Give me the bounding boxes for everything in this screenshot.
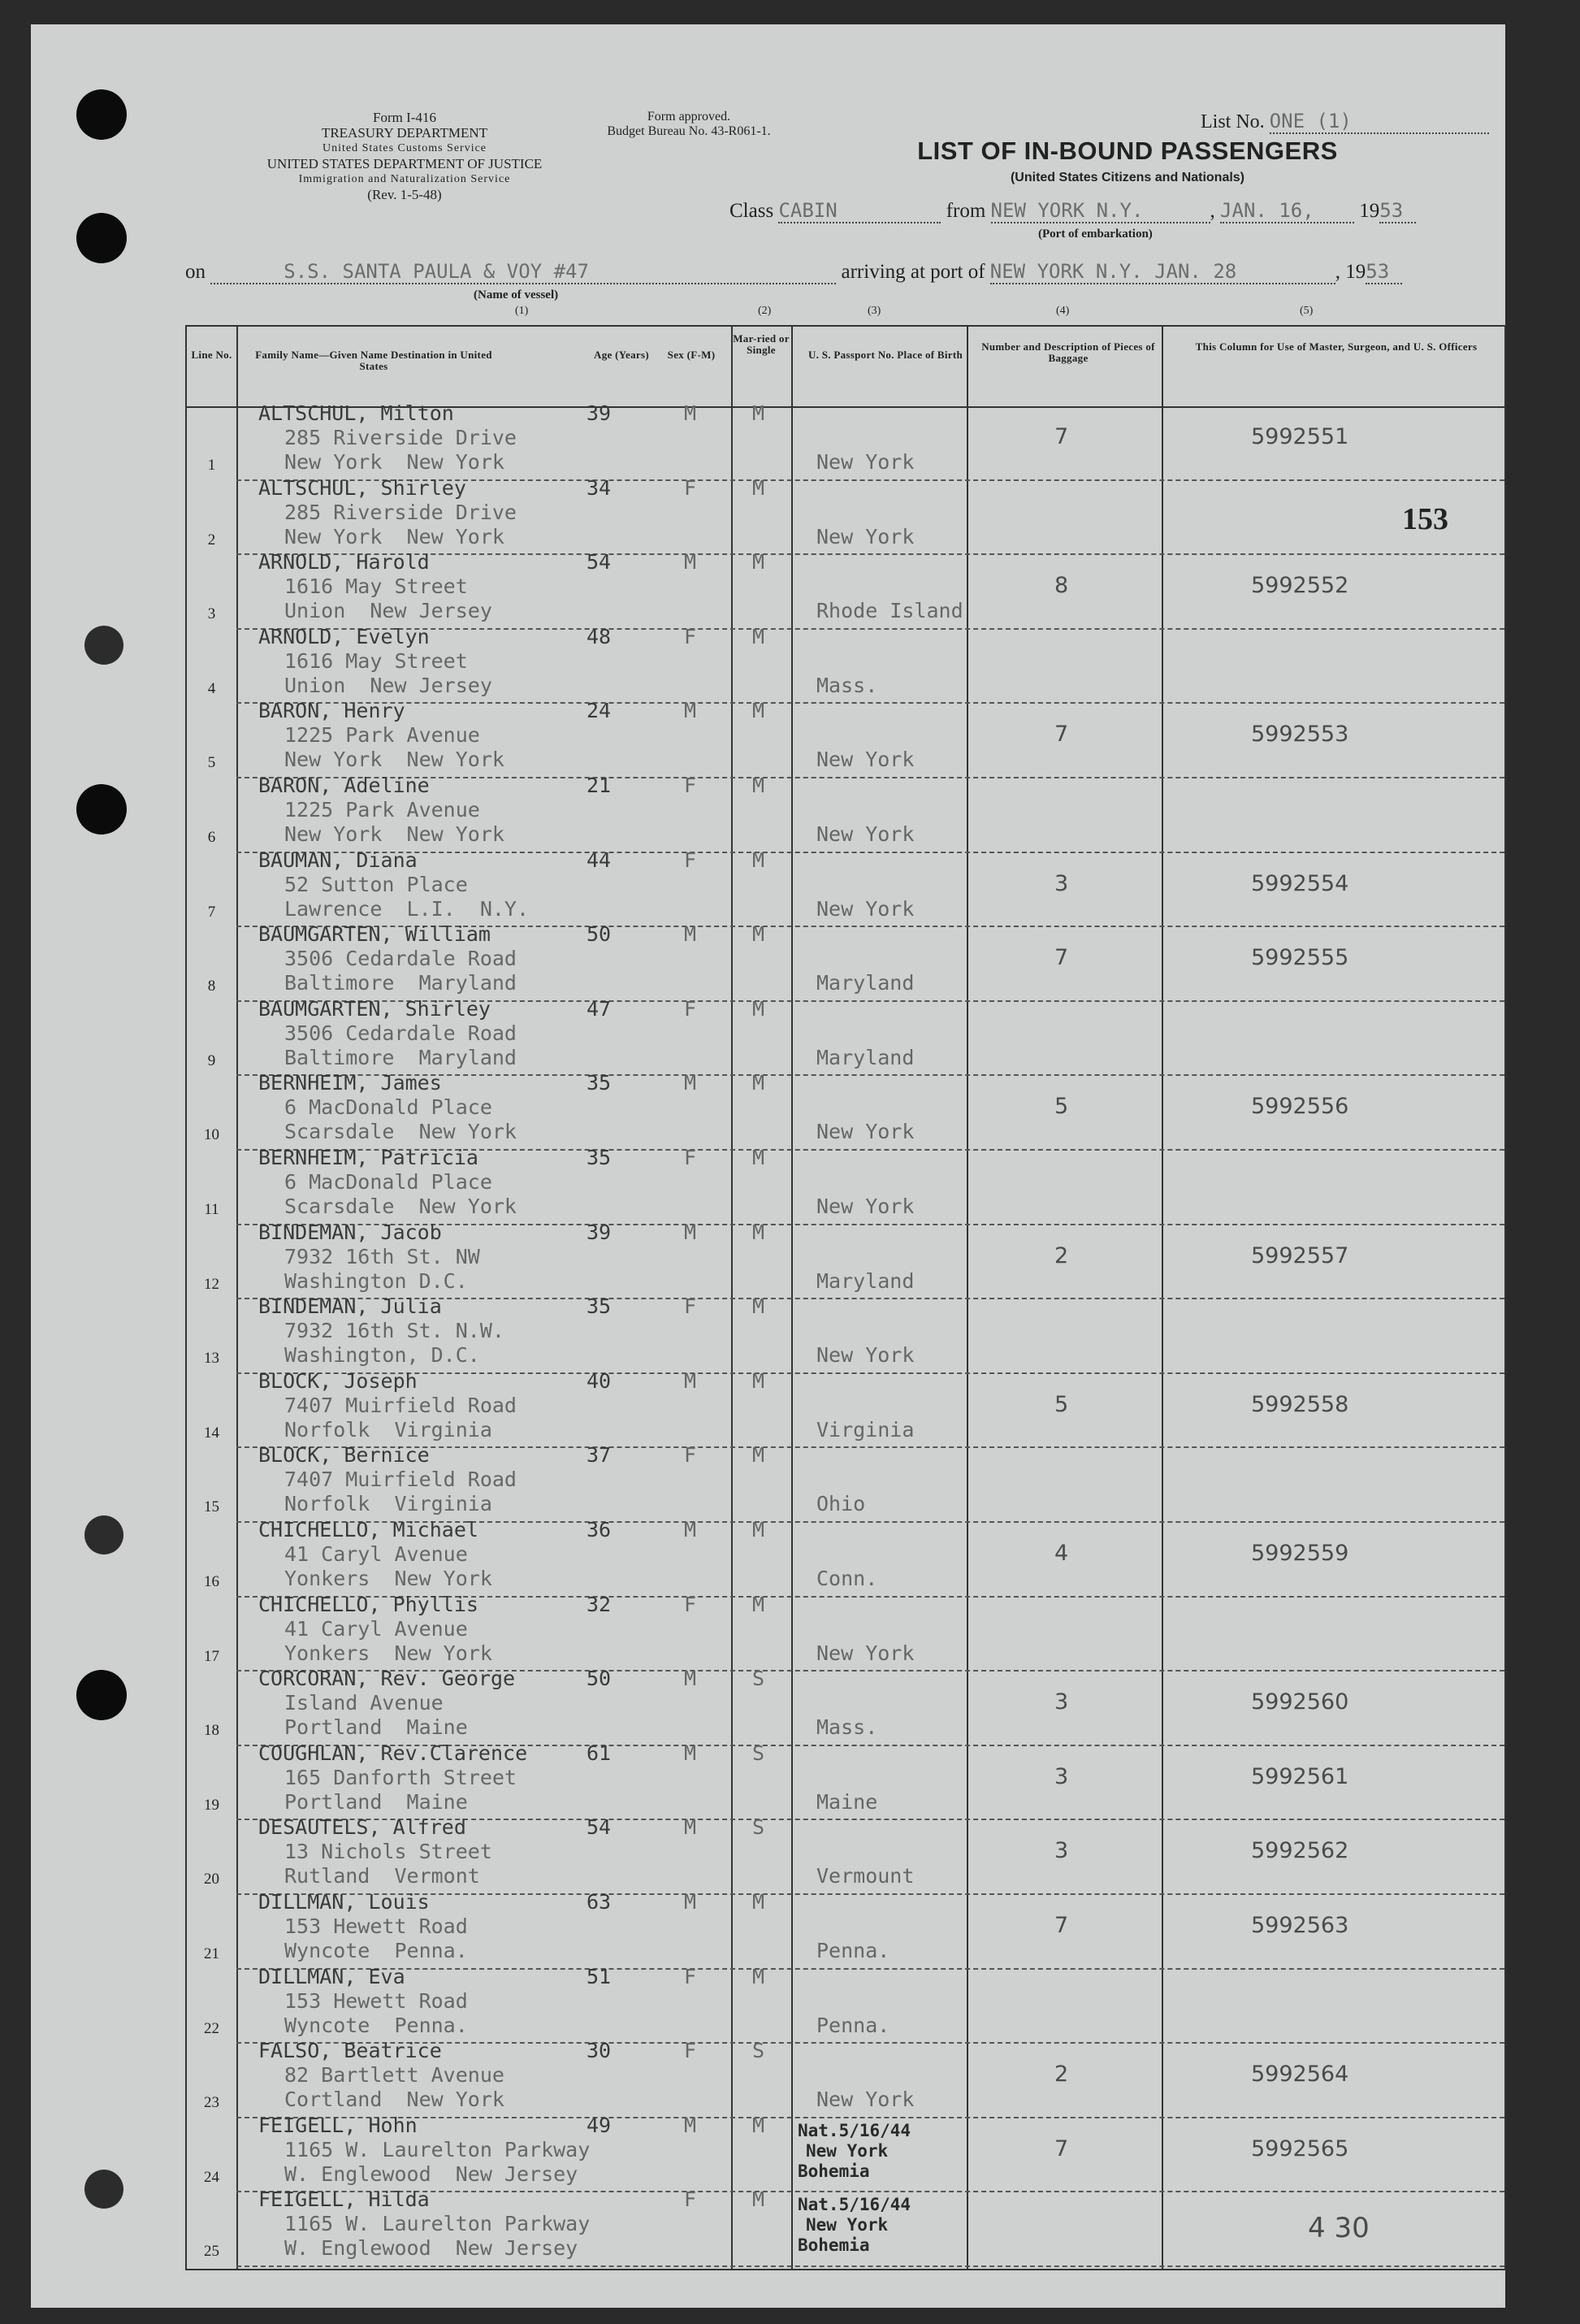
column-number: (1) bbox=[515, 305, 529, 317]
place-of-birth: Conn. bbox=[816, 1567, 878, 1590]
address-street: 82 Bartlett Avenue bbox=[284, 2063, 504, 2088]
place-of-birth-line3: Bohemia bbox=[798, 2235, 870, 2256]
column-number: (3) bbox=[868, 305, 881, 317]
address-street: 1225 Park Avenue bbox=[284, 723, 480, 748]
address-street: 3506 Cedardale Road bbox=[284, 947, 517, 971]
officer-number: 5992564 bbox=[1251, 2062, 1349, 2088]
col-header-sex: Sex (F-M) bbox=[667, 349, 716, 361]
passenger-age: 54 bbox=[587, 550, 612, 574]
passenger-sex: F bbox=[684, 1443, 697, 1468]
officer-number: 5992556 bbox=[1251, 1094, 1349, 1120]
col-header-married: Mar-ried or Single bbox=[733, 332, 790, 356]
punch-hole bbox=[84, 1515, 123, 1554]
marital-status: M bbox=[752, 2113, 765, 2137]
punch-hole bbox=[76, 1670, 127, 1720]
on-label: on bbox=[185, 261, 206, 283]
passenger-name: FEIGELL, Hohn bbox=[258, 2113, 418, 2137]
row-divider bbox=[236, 852, 1504, 853]
line-number: 6 bbox=[207, 829, 216, 846]
marital-status: M bbox=[752, 1071, 765, 1095]
place-of-birth: Vermount bbox=[816, 1864, 915, 1888]
line-number: 21 bbox=[204, 1945, 219, 1962]
marital-status: M bbox=[752, 1964, 765, 1988]
port-embarkation-caption: (Port of embarkation) bbox=[1038, 228, 1153, 241]
place-of-birth: New York bbox=[816, 1343, 915, 1368]
address-street: 6 MacDonald Place bbox=[284, 1095, 492, 1120]
place-of-birth: Maryland bbox=[816, 971, 915, 995]
issuing-departments bbox=[222, 110, 587, 202]
baggage-count: 7 bbox=[1054, 424, 1069, 449]
marital-status: S bbox=[752, 2039, 765, 2063]
line-number: 25 bbox=[204, 2243, 219, 2261]
line-number: 20 bbox=[204, 1871, 219, 1888]
marital-status: S bbox=[752, 1667, 765, 1691]
passenger-sex: M bbox=[684, 2113, 697, 2137]
address-city: Scarsdale New York bbox=[284, 1195, 517, 1218]
address-city: Wyncote Penna. bbox=[284, 2013, 468, 2037]
embarkation-date: JAN. 16, bbox=[1220, 199, 1354, 223]
vessel-line: on S.S. SANTA PAULA & VOY #47 arriving at port of NEW YORK N.Y. JAN. 28 , 1953 bbox=[185, 260, 1402, 284]
list-number bbox=[1201, 110, 1489, 134]
passenger-name: BLOCK, Bernice bbox=[258, 1443, 430, 1468]
place-of-birth: Maryland bbox=[816, 1268, 915, 1293]
address-city: New York New York bbox=[284, 524, 504, 548]
list-no-value: ONE (1) bbox=[1270, 110, 1489, 134]
passenger-name: BERNHEIM, Patricia bbox=[258, 1146, 478, 1169]
col-header-name: Family Name—Given Name Destination in United States bbox=[255, 349, 492, 372]
passenger-sex: F bbox=[684, 1964, 697, 1988]
passenger-name: ARNOLD, Harold bbox=[258, 550, 430, 574]
treasury-dept: TREASURY DEPARTMENT bbox=[321, 125, 488, 141]
passenger-sex: F bbox=[684, 848, 697, 872]
place-of-birth: Rhode Island bbox=[816, 599, 963, 623]
address-street: 41 Caryl Avenue bbox=[284, 1542, 468, 1566]
address-city: Rutland Vermont bbox=[284, 1864, 480, 1888]
passenger-name: DILLMAN, Eva bbox=[258, 1964, 405, 1988]
address-street: 52 Sutton Place bbox=[284, 872, 468, 896]
form-number: Form I-416 bbox=[373, 110, 436, 125]
baggage-count: 4 bbox=[1054, 1541, 1069, 1566]
arriving-label: arriving at port of bbox=[841, 261, 985, 283]
passenger-sex: M bbox=[684, 550, 697, 574]
marital-status: M bbox=[752, 774, 765, 797]
passenger-age: 48 bbox=[587, 624, 612, 648]
list-no-label: List No. bbox=[1201, 111, 1265, 132]
marital-status: M bbox=[752, 1518, 765, 1541]
handwritten-annotation: 4 30 bbox=[1308, 2212, 1370, 2244]
passenger-name: FALSO, Beatrice bbox=[258, 2039, 442, 2063]
line-number: 17 bbox=[204, 1647, 219, 1665]
address-city: Yonkers New York bbox=[284, 1567, 492, 1590]
passenger-age: 63 bbox=[587, 1890, 612, 1914]
passenger-name: BINDEMAN, Jacob bbox=[258, 1220, 442, 1244]
line-number: 2 bbox=[207, 531, 216, 548]
from-label: from bbox=[946, 200, 986, 222]
passenger-sex: M bbox=[684, 1368, 697, 1393]
passenger-sex: F bbox=[684, 996, 697, 1021]
passenger-name: COUGHLAN, Rev.Clarence bbox=[258, 1741, 528, 1765]
passenger-sex: M bbox=[684, 1518, 697, 1541]
passenger-name: ALTSCHUL, Milton bbox=[258, 401, 454, 425]
passenger-sex: M bbox=[684, 1071, 697, 1095]
marital-status: M bbox=[752, 1294, 765, 1319]
passenger-name: CHICHELLO, Phyllis bbox=[258, 1592, 478, 1616]
col-header-baggage: Number and Description of Pieces of Baggage bbox=[981, 340, 1155, 364]
passenger-age: 61 bbox=[587, 1741, 612, 1765]
place-of-birth: New York bbox=[816, 2088, 915, 2112]
arrival-port-date: NEW YORK N.Y. JAN. 28 bbox=[990, 260, 1335, 284]
officer-number: 5992555 bbox=[1251, 945, 1349, 971]
passenger-age: 44 bbox=[587, 848, 612, 872]
vessel-caption: (Name of vessel) bbox=[474, 288, 559, 301]
address-city: Scarsdale New York bbox=[284, 1120, 517, 1144]
punch-hole bbox=[76, 784, 127, 835]
passenger-name: ARNOLD, Evelyn bbox=[258, 624, 430, 648]
officer-number: 5992557 bbox=[1251, 1242, 1349, 1268]
place-of-birth: Mass. bbox=[816, 1715, 878, 1740]
address-street: 285 Riverside Drive bbox=[284, 426, 517, 449]
line-number: 16 bbox=[204, 1573, 219, 1590]
col-header-officers: This Column for Use of Master, Surgeon, and U. S. Officers bbox=[1195, 340, 1478, 353]
address-city: New York New York bbox=[284, 822, 504, 846]
line-number: 15 bbox=[204, 1498, 219, 1516]
marital-status: M bbox=[752, 1443, 765, 1468]
marital-status: M bbox=[752, 1146, 765, 1169]
baggage-count: 7 bbox=[1054, 945, 1069, 971]
embarkation-year: 53 bbox=[1379, 199, 1416, 223]
row-divider bbox=[236, 2265, 1504, 2267]
class-label: Class bbox=[729, 200, 774, 222]
column-number: (4) bbox=[1056, 305, 1070, 317]
address-city: W. Englewood New Jersey bbox=[284, 2236, 578, 2261]
row-divider bbox=[236, 1968, 1504, 1970]
passenger-name: BLOCK, Joseph bbox=[258, 1368, 418, 1393]
baggage-count: 8 bbox=[1054, 573, 1069, 599]
marital-status: M bbox=[752, 1368, 765, 1393]
address-city: W. Englewood New Jersey bbox=[284, 2161, 578, 2186]
passenger-age: 37 bbox=[587, 1443, 612, 1468]
passenger-age: 47 bbox=[587, 996, 612, 1021]
vessel-name: S.S. SANTA PAULA & VOY #47 bbox=[210, 260, 836, 284]
line-number: 14 bbox=[204, 1424, 219, 1442]
baggage-count: 3 bbox=[1054, 1763, 1069, 1789]
passenger-sex: M bbox=[684, 1815, 697, 1840]
passenger-age: 32 bbox=[587, 1592, 612, 1616]
place-of-birth: Penna. bbox=[816, 1939, 890, 1962]
address-city: Cortland New York bbox=[284, 2088, 504, 2112]
passenger-sex: M bbox=[684, 922, 697, 947]
manifest-page bbox=[31, 24, 1505, 2308]
passenger-sex: M bbox=[684, 1741, 697, 1765]
passenger-sex: F bbox=[684, 1294, 697, 1319]
page-number: 153 bbox=[1402, 502, 1448, 536]
baggage-count: 3 bbox=[1054, 1689, 1069, 1715]
col-header-passport: U. S. Passport No. Place of Birth bbox=[807, 349, 963, 361]
line-number: 1 bbox=[207, 457, 216, 474]
address-street: 1165 W. Laurelton Parkway bbox=[284, 2212, 591, 2236]
passenger-age: 49 bbox=[587, 2113, 612, 2137]
column-number: (2) bbox=[758, 305, 772, 317]
line-number: 12 bbox=[204, 1275, 219, 1293]
passenger-sex: M bbox=[684, 1220, 697, 1244]
baggage-count: 5 bbox=[1054, 1094, 1069, 1120]
budget-bureau-no: Budget Bureau No. 43-R061-1. bbox=[607, 124, 771, 138]
place-of-birth: Maryland bbox=[816, 1045, 915, 1069]
line-number: 9 bbox=[207, 1051, 216, 1069]
passenger-age: 50 bbox=[587, 922, 612, 947]
address-street: 1165 W. Laurelton Parkway bbox=[284, 2137, 591, 2161]
row-divider bbox=[236, 702, 1504, 704]
place-of-birth: Penna. bbox=[816, 2013, 890, 2037]
marital-status: M bbox=[752, 2187, 765, 2212]
passenger-age: 36 bbox=[587, 1518, 612, 1541]
baggage-count: 2 bbox=[1054, 2062, 1069, 2088]
marital-status: S bbox=[752, 1741, 765, 1765]
passenger-age: 21 bbox=[587, 774, 612, 797]
form-approval bbox=[583, 110, 794, 139]
marital-status: M bbox=[752, 1592, 765, 1616]
row-divider bbox=[236, 1372, 1504, 1374]
punch-hole bbox=[76, 89, 127, 140]
line-number: 11 bbox=[204, 1201, 219, 1218]
passenger-sex: M bbox=[684, 1667, 697, 1691]
line-number: 7 bbox=[207, 903, 216, 921]
column-number: (5) bbox=[1300, 305, 1314, 317]
customs-service: United States Customs Service bbox=[322, 142, 487, 154]
place-of-birth: New York bbox=[816, 1195, 915, 1218]
passenger-name: CHICHELLO, Michael bbox=[258, 1518, 478, 1541]
address-street: 153 Hewett Road bbox=[284, 1914, 468, 1938]
row-divider bbox=[236, 2117, 1504, 2118]
address-city: Washington, D.C. bbox=[284, 1343, 480, 1368]
officer-number: 5992553 bbox=[1251, 722, 1349, 748]
address-street: 1616 May Street bbox=[284, 648, 468, 673]
place-of-birth: New York bbox=[816, 896, 915, 921]
address-city: Yonkers New York bbox=[284, 1641, 492, 1665]
place-of-birth: Nat.5/16/44 bbox=[798, 2195, 911, 2215]
officer-number: 5992565 bbox=[1251, 2135, 1349, 2161]
passenger-age: 35 bbox=[587, 1071, 612, 1095]
arrival-year: 53 bbox=[1366, 260, 1402, 284]
marital-status: M bbox=[752, 1220, 765, 1244]
place-of-birth: Ohio bbox=[816, 1492, 866, 1516]
marital-status: M bbox=[752, 922, 765, 947]
address-street: 165 Danforth Street bbox=[284, 1765, 517, 1789]
address-city: Washington D.C. bbox=[284, 1268, 468, 1293]
year-prefix: 19 bbox=[1345, 261, 1366, 283]
marital-status: M bbox=[752, 699, 765, 723]
passenger-sex: F bbox=[684, 2187, 697, 2212]
punch-hole bbox=[84, 626, 123, 665]
place-of-birth: New York bbox=[816, 524, 915, 548]
passenger-sex: F bbox=[684, 624, 697, 648]
place-of-birth-line2: New York bbox=[806, 2140, 889, 2161]
address-city: Union New Jersey bbox=[284, 599, 492, 623]
address-street: 7407 Muirfield Road bbox=[284, 1393, 517, 1417]
passenger-sex: M bbox=[684, 1890, 697, 1914]
passenger-age: 40 bbox=[587, 1368, 612, 1393]
place-of-birth: New York bbox=[816, 1641, 915, 1665]
address-street: Island Avenue bbox=[284, 1691, 444, 1715]
place-of-birth: Nat.5/16/44 bbox=[798, 2120, 911, 2140]
line-number: 19 bbox=[204, 1796, 219, 1814]
marital-status: M bbox=[752, 996, 765, 1021]
baggage-count: 7 bbox=[1054, 1913, 1069, 1938]
passenger-age: 30 bbox=[587, 2039, 612, 2063]
passenger-name: BARON, Henry bbox=[258, 699, 405, 723]
justice-dept: UNITED STATES DEPARTMENT OF JUSTICE bbox=[266, 156, 543, 171]
punch-hole bbox=[84, 2170, 123, 2209]
address-street: 1616 May Street bbox=[284, 574, 468, 599]
line-number: 23 bbox=[204, 2094, 219, 2112]
table-header bbox=[187, 327, 1504, 408]
place-of-birth: Virginia bbox=[816, 1417, 915, 1442]
address-city: New York New York bbox=[284, 748, 504, 772]
place-of-birth: Mass. bbox=[816, 673, 878, 697]
passenger-name: FEIGELL, Hilda bbox=[258, 2187, 430, 2212]
passenger-age: 35 bbox=[587, 1146, 612, 1169]
place-of-birth-line3: Bohemia bbox=[798, 2161, 870, 2181]
passenger-sex: F bbox=[684, 475, 697, 500]
address-street: 7932 16th St. N.W. bbox=[284, 1319, 504, 1343]
address-street: 41 Caryl Avenue bbox=[284, 1616, 468, 1641]
officer-number: 5992559 bbox=[1251, 1541, 1349, 1566]
passenger-age: 50 bbox=[587, 1667, 612, 1691]
address-city: New York New York bbox=[284, 450, 504, 474]
line-number: 22 bbox=[204, 2019, 219, 2037]
passenger-name: BAUMGARTEN, William bbox=[258, 922, 491, 947]
passenger-sex: M bbox=[684, 401, 697, 425]
place-of-birth-line2: New York bbox=[806, 2215, 889, 2235]
marital-status: S bbox=[752, 1815, 765, 1840]
form-subtitle: (United States Citizens and Nationals) bbox=[1010, 171, 1245, 184]
officer-number: 5992558 bbox=[1251, 1391, 1349, 1417]
place-of-birth: New York bbox=[816, 748, 915, 772]
passenger-sex: F bbox=[684, 1592, 697, 1616]
passenger-name: DILLMAN, Louis bbox=[258, 1890, 430, 1914]
baggage-count: 7 bbox=[1054, 2135, 1069, 2161]
baggage-count: 5 bbox=[1054, 1391, 1069, 1417]
baggage-count: 7 bbox=[1054, 722, 1069, 748]
address-city: Lawrence L.I. N.Y. bbox=[284, 896, 530, 921]
marital-status: M bbox=[752, 848, 765, 872]
address-city: Norfolk Virginia bbox=[284, 1417, 492, 1442]
address-street: 6 MacDonald Place bbox=[284, 1170, 492, 1194]
form-revision: (Rev. 1-5-48) bbox=[367, 187, 442, 202]
immigration-service: Immigration and Naturalization Service bbox=[298, 173, 511, 185]
passenger-name: BINDEMAN, Julia bbox=[258, 1294, 442, 1319]
line-number: 24 bbox=[204, 2168, 219, 2186]
officer-number: 5992562 bbox=[1251, 1838, 1349, 1864]
address-city: Baltimore Maryland bbox=[284, 971, 517, 995]
marital-status: M bbox=[752, 1890, 765, 1914]
address-city: Portland Maine bbox=[284, 1789, 468, 1814]
line-number: 5 bbox=[207, 754, 216, 772]
line-number: 8 bbox=[207, 978, 216, 995]
line-number: 10 bbox=[204, 1126, 219, 1144]
address-street: 7932 16th St. NW bbox=[284, 1244, 480, 1268]
place-of-birth: New York bbox=[816, 822, 915, 846]
passenger-age: 39 bbox=[587, 401, 612, 425]
officer-number: 5992561 bbox=[1251, 1763, 1349, 1789]
officer-number: 5992552 bbox=[1251, 573, 1349, 599]
passenger-age: 34 bbox=[587, 475, 612, 500]
place-of-birth: Maine bbox=[816, 1789, 878, 1814]
passenger-age: 51 bbox=[587, 1964, 612, 1988]
officer-number: 5992551 bbox=[1251, 424, 1349, 449]
officer-number: 5992554 bbox=[1251, 870, 1349, 896]
address-street: 13 Nichols Street bbox=[284, 1840, 492, 1864]
col-header-line-no: Line No. bbox=[191, 349, 232, 361]
punch-hole bbox=[76, 213, 127, 263]
line-number: 3 bbox=[207, 605, 216, 623]
address-city: Baltimore Maryland bbox=[284, 1045, 517, 1069]
class-value: CABIN bbox=[778, 199, 941, 223]
approved-text: Form approved. bbox=[647, 110, 731, 124]
passenger-name: CORCORAN, Rev. George bbox=[258, 1667, 516, 1691]
marital-status: M bbox=[752, 475, 765, 500]
officer-number: 5992563 bbox=[1251, 1913, 1349, 1938]
passenger-sex: F bbox=[684, 774, 697, 797]
passenger-sex: M bbox=[684, 699, 697, 723]
baggage-count: 3 bbox=[1054, 870, 1069, 896]
passenger-table bbox=[185, 325, 1506, 2270]
port-of-embarkation: NEW YORK N.Y. bbox=[991, 199, 1210, 223]
passenger-sex: F bbox=[684, 2039, 697, 2063]
address-city: Norfolk Virginia bbox=[284, 1492, 492, 1516]
col-header-age: Age (Years) bbox=[594, 349, 649, 361]
address-street: 285 Riverside Drive bbox=[284, 500, 517, 524]
baggage-count: 3 bbox=[1054, 1838, 1069, 1864]
embarkation-line: Class CABIN from NEW YORK N.Y. , JAN. 16, 1953 bbox=[729, 199, 1416, 223]
address-city: Wyncote Penna. bbox=[284, 1939, 468, 1962]
line-number: 4 bbox=[207, 679, 216, 697]
marital-status: M bbox=[752, 550, 765, 574]
marital-status: M bbox=[752, 624, 765, 648]
passenger-age: 54 bbox=[587, 1815, 612, 1840]
address-street: 153 Hewett Road bbox=[284, 1988, 468, 2013]
address-city: Union New Jersey bbox=[284, 673, 492, 697]
passenger-name: BAUMAN, Diana bbox=[258, 848, 418, 872]
passenger-age: 24 bbox=[587, 699, 612, 723]
passenger-sex: F bbox=[684, 1146, 697, 1169]
address-street: 1225 Park Avenue bbox=[284, 798, 480, 822]
passenger-age: 39 bbox=[587, 1220, 612, 1244]
place-of-birth: New York bbox=[816, 1120, 915, 1144]
address-street: 7407 Muirfield Road bbox=[284, 1468, 517, 1492]
address-street: 3506 Cedardale Road bbox=[284, 1021, 517, 1045]
year-prefix: 19 bbox=[1359, 200, 1380, 222]
passenger-name: ALTSCHUL, Shirley bbox=[258, 475, 466, 500]
baggage-count: 2 bbox=[1054, 1242, 1069, 1268]
passenger-name: BERNHEIM, James bbox=[258, 1071, 442, 1095]
passenger-age: 35 bbox=[587, 1294, 612, 1319]
place-of-birth: New York bbox=[816, 450, 915, 474]
marital-status: M bbox=[752, 401, 765, 425]
line-number: 18 bbox=[204, 1722, 219, 1740]
passenger-name: BARON, Adeline bbox=[258, 774, 430, 797]
line-number: 13 bbox=[204, 1350, 219, 1368]
passenger-name: DESAUTELS, Alfred bbox=[258, 1815, 466, 1840]
form-title: LIST OF IN-BOUND PASSENGERS bbox=[917, 137, 1338, 165]
passenger-name: BAUMGARTEN, Shirley bbox=[258, 996, 491, 1021]
officer-number: 5992560 bbox=[1251, 1689, 1349, 1715]
address-city: Portland Maine bbox=[284, 1715, 468, 1740]
